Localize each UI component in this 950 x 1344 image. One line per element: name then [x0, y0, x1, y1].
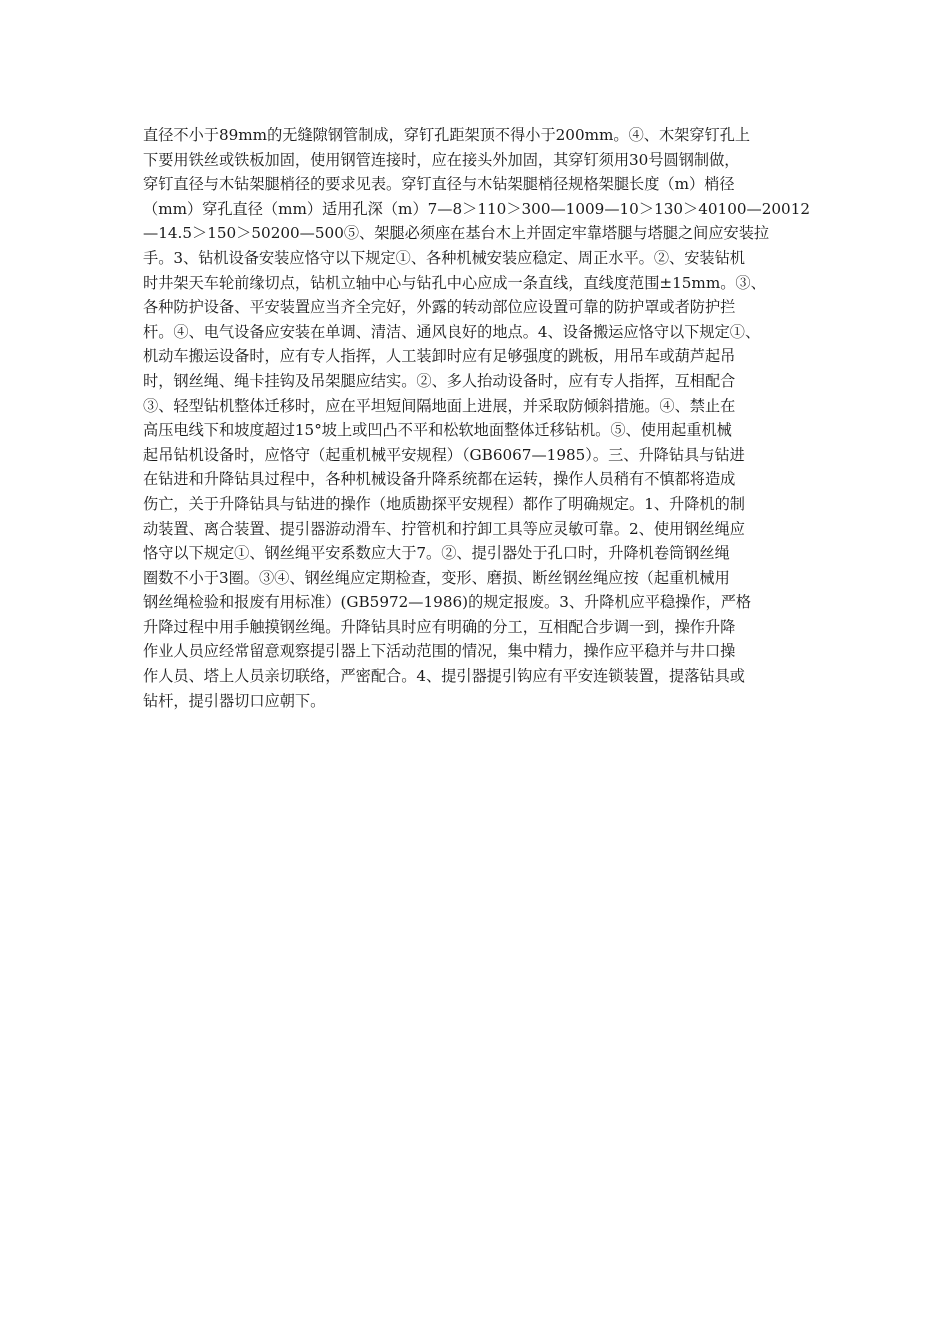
text-line: 作业人员应经常留意观察提引器上下活动范围的情况，集中精力，操作应平稳并与井口操	[143, 642, 736, 661]
text-line: —14.5＞150＞50200—500⑤、架腿必须座在基台木上并固定牢靠塔腿与塔腿之间应安装拉	[143, 224, 770, 243]
text-line: 穿钉直径与木钻架腿梢径的要求见表。穿钉直径与木钻架腿梢径规格架腿长度（m）梢径	[143, 175, 735, 194]
text-line: 手。3、钻机设备安装应恪守以下规定①、各种机械安装应稳定、周正水平。②、安装钻机	[143, 248, 745, 267]
text-line: 机动车搬运设备时，应有专人指挥，人工装卸时应有足够强度的跳板，用吊车或葫芦起吊	[143, 347, 736, 366]
text-line: 杆。④、电气设备应安装在单调、清洁、通风良好的地点。4、设备搬运应恪守以下规定①、	[143, 322, 761, 341]
text-line: 在钻进和升降钻具过程中，各种机械设备升降系统都在运转，操作人员稍有不慎都将造成	[143, 470, 736, 489]
text-line: 时井架天车轮前缘切点，钻机立轴中心与钻孔中心应成一条直线，直线度范围±15mm。③、	[143, 273, 766, 292]
text-line: 钢丝绳检验和报废有用标准）(GB5972—1986)的规定报废。3、升降机应平稳操作，严格	[143, 593, 752, 612]
text-line: 起吊钻机设备时，应恪守（起重机械平安规程）（GB6067—1985）。三、升降钻具与钻进	[143, 445, 745, 464]
text-line: 钻杆，提引器切口应朝下。	[143, 691, 326, 710]
text-line: 直径不小于89mm的无缝隙钢管制成，穿钉孔距架顶不得小于200mm。④、木架穿钉孔上	[143, 126, 751, 144]
text-line: ③、轻型钻机整体迁移时，应在平坦短间隔地面上进展，并采取防倾斜措施。④、禁止在	[143, 396, 736, 415]
text-line: 升降过程中用手触摸钢丝绳。升降钻具时应有明确的分工，互相配合步调一到，操作升降	[143, 617, 736, 636]
text-line: 伤亡，关于升降钻具与钻进的操作（地质勘探平安规程）都作了明确规定。1、升降机的制	[143, 494, 745, 513]
text-line: 圈数不小于3圈。③④、钢丝绳应定期检查，变形、磨损、断丝钢丝绳应按（起重机械用	[143, 568, 730, 587]
body-text	[143, 123, 823, 713]
text-line: 作人员、塔上人员亲切联络，严密配合。4、提引器提引钩应有平安连锁装置，提落钻具或	[143, 667, 745, 686]
text-line: 各种防护设备、平安装置应当齐全完好，外露的转动部位应设置可靠的防护罩或者防护拦	[143, 298, 736, 317]
text-line: 时，钢丝绳、绳卡挂钩及吊架腿应结实。②、多人抬动设备时，应有专人指挥，互相配合	[143, 371, 736, 390]
text-line: 恪守以下规定①、钢丝绳平安系数应大于7。②、提引器处于孔口时，升降机卷筒钢丝绳	[143, 544, 730, 563]
text-line: 下要用铁丝或铁板加固，使用钢管连接时，应在接头外加固，其穿钉须用30号圆钢制做，	[143, 150, 740, 169]
text-line: 高压电线下和坡度超过15°坡上或凹凸不平和松软地面整体迁移钻机。⑤、使用起重机械	[143, 421, 732, 440]
text-line: （mm）穿孔直径（mm）适用孔深（m）7—8＞110＞300—1009—10＞130＞40100—20012	[143, 199, 811, 218]
text-line: 动装置、离合装置、提引器游动滑车、拧管机和拧卸工具等应灵敏可靠。2、使用钢丝绳应	[143, 519, 745, 538]
